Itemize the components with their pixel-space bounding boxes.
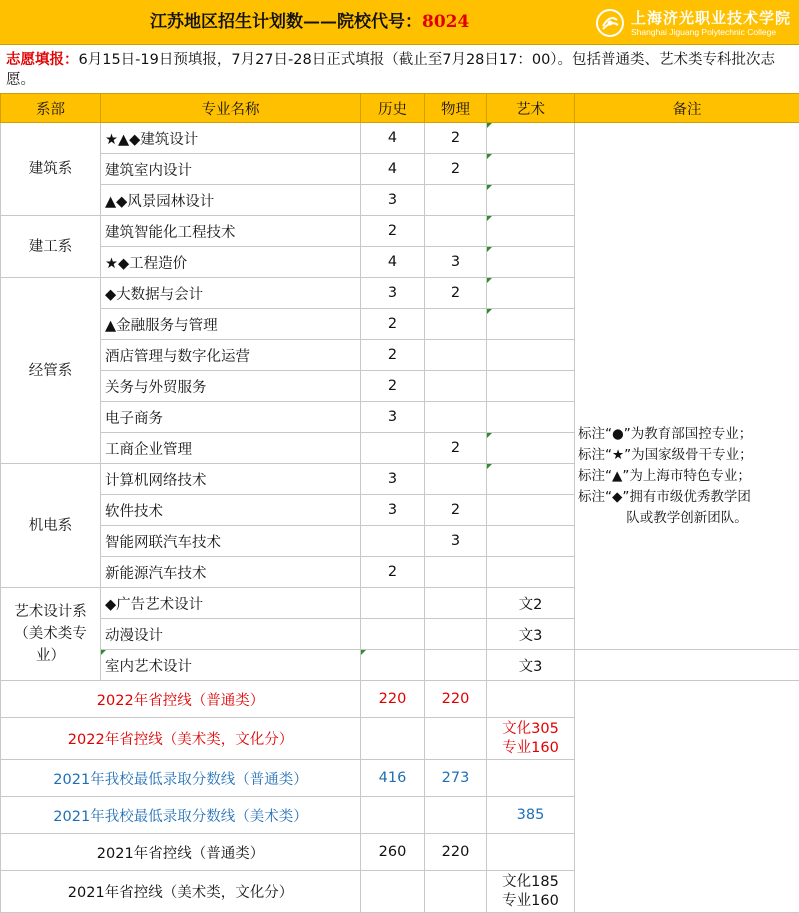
art-count: 文2: [487, 588, 575, 619]
history-count: 3: [361, 185, 425, 216]
remark-line: 标注“●”为教育部国控专业；: [578, 424, 796, 445]
summary-art: 385: [487, 797, 575, 834]
physics-count: [425, 216, 487, 247]
major-name: ★◆工程造价: [101, 247, 361, 278]
major-name: ◆广告艺术设计: [101, 588, 361, 619]
art-count: [487, 309, 575, 340]
art-count: [487, 154, 575, 185]
column-header-art: 艺术: [487, 94, 575, 123]
summary-art: [487, 834, 575, 871]
art-count: [487, 340, 575, 371]
history-count: 4: [361, 154, 425, 185]
summary-label: 2021年我校最低录取分数线（普通类）: [1, 760, 361, 797]
school-code: 8024: [422, 12, 469, 32]
art-count: [487, 247, 575, 278]
notice: [0, 45, 799, 93]
physics-count: 2: [425, 495, 487, 526]
history-count: [361, 433, 425, 464]
summary-history: [361, 718, 425, 760]
table-header-row: [1, 94, 799, 123]
column-header-history: 历史: [361, 94, 425, 123]
college-logo: [595, 5, 791, 41]
dept-name: 机电系: [1, 464, 101, 588]
dept-name-line: 业）: [1, 645, 100, 667]
major-name: 软件技术: [101, 495, 361, 526]
summary-history: 416: [361, 760, 425, 797]
summary-art: [487, 681, 575, 718]
major-name: 动漫设计: [101, 619, 361, 650]
art-count: [487, 433, 575, 464]
physics-count: [425, 309, 487, 340]
history-count: 2: [361, 371, 425, 402]
major-name: 室内艺术设计: [101, 650, 361, 681]
art-count: [487, 557, 575, 588]
major-name: 计算机网络技术: [101, 464, 361, 495]
history-count: 2: [361, 340, 425, 371]
history-count: 2: [361, 216, 425, 247]
physics-count: [425, 340, 487, 371]
history-count: [361, 619, 425, 650]
dept-name-line: 艺术设计系: [1, 601, 100, 623]
physics-count: 2: [425, 154, 487, 185]
remark-line: 标注“▲”为上海市特色专业；: [578, 466, 796, 487]
art-count: [487, 464, 575, 495]
summary-history: [361, 797, 425, 834]
summary-history: 260: [361, 834, 425, 871]
summary-history: [361, 871, 425, 913]
summary-physics: 220: [425, 681, 487, 718]
column-header-dept: 系部: [1, 94, 101, 123]
major-name: ▲金融服务与管理: [101, 309, 361, 340]
history-count: 4: [361, 123, 425, 154]
summary-label: 2021年省控线（普通类）: [1, 834, 361, 871]
remark-line: 队或教学创新团队。: [578, 508, 796, 529]
history-count: 3: [361, 278, 425, 309]
dept-name: 建工系: [1, 216, 101, 278]
table-row: [1, 650, 799, 681]
history-count: 4: [361, 247, 425, 278]
column-header-physics: 物理: [425, 94, 487, 123]
major-name: ◆大数据与会计: [101, 278, 361, 309]
major-name: 建筑室内设计: [101, 154, 361, 185]
page-title: [150, 0, 469, 45]
physics-count: [425, 185, 487, 216]
art-count: [487, 402, 575, 433]
physics-count: [425, 464, 487, 495]
history-count: [361, 650, 425, 681]
column-header-major: 专业名称: [101, 94, 361, 123]
art-count: [487, 526, 575, 557]
summary-art-line: 专业160: [487, 739, 574, 758]
dept-name-line: （美术类专: [1, 623, 100, 645]
summary-art: [487, 871, 575, 913]
summary-art: [487, 760, 575, 797]
summary-art-line: 文化305: [487, 720, 574, 739]
summary-label: 2022年省控线（美术类，文化分）: [1, 718, 361, 760]
art-count: [487, 278, 575, 309]
history-count: 3: [361, 464, 425, 495]
physics-count: [425, 557, 487, 588]
history-count: [361, 588, 425, 619]
dept-name: 经管系: [1, 278, 101, 464]
dept-name: 建筑系: [1, 123, 101, 216]
summary-art-line: 专业160: [487, 892, 574, 911]
physics-count: 2: [425, 278, 487, 309]
major-name: 酒店管理与数字化运营: [101, 340, 361, 371]
enrollment-plan-table: [0, 93, 799, 913]
art-count: 文3: [487, 650, 575, 681]
physics-count: [425, 402, 487, 433]
summary-row: [1, 681, 799, 718]
table-row: [1, 123, 799, 154]
history-count: 2: [361, 557, 425, 588]
logo-name-en: Shanghai Jiguang Polytechnic College: [631, 27, 791, 38]
art-count: [487, 123, 575, 154]
physics-count: [425, 371, 487, 402]
physics-count: 3: [425, 526, 487, 557]
summary-physics: 273: [425, 760, 487, 797]
major-name: 关务与外贸服务: [101, 371, 361, 402]
page-header: [0, 0, 799, 45]
history-count: 3: [361, 402, 425, 433]
major-name: 新能源汽车技术: [101, 557, 361, 588]
title-prefix: 江苏地区招生计划数——院校代号：: [150, 12, 422, 32]
summary-art: [487, 718, 575, 760]
history-count: [361, 526, 425, 557]
notice-label: 志愿填报：: [6, 52, 79, 68]
remark-line: 标注“★”为国家级骨干专业；: [578, 445, 796, 466]
physics-count: 2: [425, 433, 487, 464]
art-count: 文3: [487, 619, 575, 650]
art-count: [487, 495, 575, 526]
summary-physics: [425, 871, 487, 913]
college-emblem-icon: [595, 8, 625, 38]
art-count: [487, 185, 575, 216]
notice-text: 6月15日-19日预填报，7月27日-28日正式填报（截止至7月28日17：00）。包括普通类、艺术类专科批次志愿。: [6, 52, 775, 88]
column-header-remark: 备注: [575, 94, 799, 123]
remark-line: 标注“◆”拥有市级优秀教学团: [578, 487, 796, 508]
physics-count: 2: [425, 123, 487, 154]
summary-label: 2021年我校最低录取分数线（美术类）: [1, 797, 361, 834]
art-count: [487, 216, 575, 247]
physics-count: [425, 650, 487, 681]
summary-label: 2022年省控线（普通类）: [1, 681, 361, 718]
art-count: [487, 371, 575, 402]
summary-physics: 220: [425, 834, 487, 871]
major-name: 电子商务: [101, 402, 361, 433]
logo-name-cn: 上海济光职业技术学院: [631, 9, 791, 27]
physics-count: [425, 588, 487, 619]
physics-count: [425, 619, 487, 650]
summary-label: 2021年省控线（美术类，文化分）: [1, 871, 361, 913]
summary-physics: [425, 797, 487, 834]
history-count: 3: [361, 495, 425, 526]
major-name: 工商企业管理: [101, 433, 361, 464]
dept-name: [1, 588, 101, 681]
major-name: 智能网联汽车技术: [101, 526, 361, 557]
summary-history: 220: [361, 681, 425, 718]
major-name: 建筑智能化工程技术: [101, 216, 361, 247]
summary-blank-cell: [575, 681, 799, 913]
major-name: ▲◆风景园林设计: [101, 185, 361, 216]
summary-physics: [425, 718, 487, 760]
remark-cell: [575, 123, 799, 650]
major-name: ★▲◆建筑设计: [101, 123, 361, 154]
physics-count: 3: [425, 247, 487, 278]
summary-art-line: 文化185: [487, 873, 574, 892]
history-count: 2: [361, 309, 425, 340]
